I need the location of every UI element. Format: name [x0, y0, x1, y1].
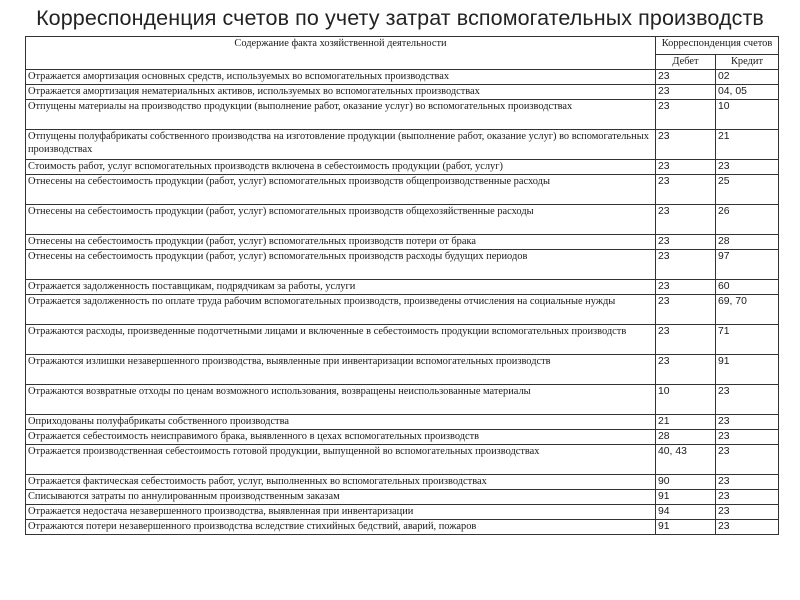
row-credit: 91	[716, 355, 779, 385]
row-description: Отражается производственная себестоимость готовой продукции, выпущенной во вспомогательных производствах	[26, 445, 656, 475]
row-description: Отражается задолженность поставщикам, подрядчикам за работы, услуги	[26, 280, 656, 295]
row-description: Отражается фактическая себестоимость работ, услуг, выполненных во вспомогательных производствах	[26, 475, 656, 490]
row-credit: 23	[716, 520, 779, 535]
row-description: Отнесены на себестоимость продукции (работ, услуг) вспомогательных производств общехозяйственные расходы	[26, 205, 656, 235]
row-credit: 10	[716, 100, 779, 130]
row-description: Стоимость работ, услуг вспомогательных производств включена в себестоимость продукции (работ, услуг)	[26, 160, 656, 175]
row-credit: 23	[716, 385, 779, 415]
row-credit: 23	[716, 430, 779, 445]
row-debit: 90	[656, 475, 716, 490]
row-description: Отпущены полуфабрикаты собственного производства на изготовление продукции (выполнение работ, оказание услуг) во вспомогательных производствах	[26, 130, 656, 160]
row-credit: 26	[716, 205, 779, 235]
table-row	[26, 385, 779, 415]
row-debit: 23	[656, 250, 716, 280]
table-row	[26, 100, 779, 130]
table-row	[26, 325, 779, 355]
row-debit: 23	[656, 100, 716, 130]
row-debit: 23	[656, 355, 716, 385]
row-credit: 97	[716, 250, 779, 280]
row-description: Отражается амортизация нематериальных активов, используемых во вспомогательных производствах	[26, 85, 656, 100]
row-description: Отражаются расходы, произведенные подотчетными лицами и включенные в себестоимость продукции вспомогательных производств	[26, 325, 656, 355]
row-credit: 21	[716, 130, 779, 160]
row-credit: 23	[716, 490, 779, 505]
table-body	[26, 70, 779, 535]
row-description: Отнесены на себестоимость продукции (работ, услуг) вспомогательных производств потери от брака	[26, 235, 656, 250]
row-debit: 23	[656, 235, 716, 250]
header-credit: Кредит	[716, 55, 779, 70]
row-debit: 23	[656, 85, 716, 100]
page-title: Корреспонденция счетов по учету затрат вспомогательных производств	[36, 6, 764, 30]
row-debit: 23	[656, 130, 716, 160]
row-description: Оприходованы полуфабрикаты собственного производства	[26, 415, 656, 430]
row-credit: 23	[716, 160, 779, 175]
row-debit: 23	[656, 325, 716, 355]
row-credit: 25	[716, 175, 779, 205]
row-description: Отражаются потери незавершенного производства вследствие стихийных бедствий, аварий, пожаров	[26, 520, 656, 535]
row-debit: 40, 43	[656, 445, 716, 475]
row-debit: 91	[656, 490, 716, 505]
row-debit: 94	[656, 505, 716, 520]
header-description: Содержание факта хозяйственной деятельности	[26, 37, 656, 70]
row-debit: 21	[656, 415, 716, 430]
table-row	[26, 130, 779, 160]
row-description: Отражается амортизация основных средств, используемых во вспомогательных производствах	[26, 70, 656, 85]
row-debit: 23	[656, 175, 716, 205]
table-row	[26, 70, 779, 85]
row-credit: 71	[716, 325, 779, 355]
table-row	[26, 160, 779, 175]
row-description: Отражаются излишки незавершенного производства, выявленные при инвентаризации вспомогательных производств	[26, 355, 656, 385]
table-row	[26, 295, 779, 325]
table-row	[26, 415, 779, 430]
row-description: Отражается недостача незавершенного производства, выявленная при инвентаризации	[26, 505, 656, 520]
table-row	[26, 175, 779, 205]
table-row	[26, 430, 779, 445]
row-debit: 28	[656, 430, 716, 445]
row-debit: 10	[656, 385, 716, 415]
row-description: Списываются затраты по аннулированным производственным заказам	[26, 490, 656, 505]
table-row	[26, 280, 779, 295]
row-debit: 23	[656, 205, 716, 235]
row-credit: 23	[716, 505, 779, 520]
row-description: Отражается себестоимость неисправимого брака, выявленного в цехах вспомогательных производств	[26, 430, 656, 445]
row-description: Отнесены на себестоимость продукции (работ, услуг) вспомогательных производств расходы будущих периодов	[26, 250, 656, 280]
row-credit: 28	[716, 235, 779, 250]
table-row	[26, 520, 779, 535]
table-row	[26, 490, 779, 505]
row-credit: 04, 05	[716, 85, 779, 100]
row-credit: 02	[716, 70, 779, 85]
table-row	[26, 355, 779, 385]
row-debit: 23	[656, 70, 716, 85]
table-row	[26, 85, 779, 100]
header-debit: Дебет	[656, 55, 716, 70]
table-row	[26, 250, 779, 280]
row-debit: 23	[656, 280, 716, 295]
row-debit: 91	[656, 520, 716, 535]
row-description: Отражается задолженность по оплате труда рабочим вспомогательных производств, произведены отчисления на социальные нужды	[26, 295, 656, 325]
table-row	[26, 445, 779, 475]
row-description: Отпущены материалы на производство продукции (выполнение работ, оказание услуг) во вспомогательных производствах	[26, 100, 656, 130]
table-row	[26, 205, 779, 235]
row-description: Отражаются возвратные отходы по ценам возможного использования, возвращены неиспользованные материалы	[26, 385, 656, 415]
correspondence-table	[25, 36, 779, 535]
row-credit: 60	[716, 280, 779, 295]
header-correspondence: Корреспонденция счетов	[656, 37, 779, 55]
row-credit: 23	[716, 415, 779, 430]
row-description: Отнесены на себестоимость продукции (работ, услуг) вспомогательных производств общепроизводственные расходы	[26, 175, 656, 205]
row-debit: 23	[656, 295, 716, 325]
row-credit: 23	[716, 475, 779, 490]
table-row	[26, 475, 779, 490]
row-credit: 69, 70	[716, 295, 779, 325]
row-credit: 23	[716, 445, 779, 475]
table-row	[26, 505, 779, 520]
table-row	[26, 235, 779, 250]
row-debit: 23	[656, 160, 716, 175]
